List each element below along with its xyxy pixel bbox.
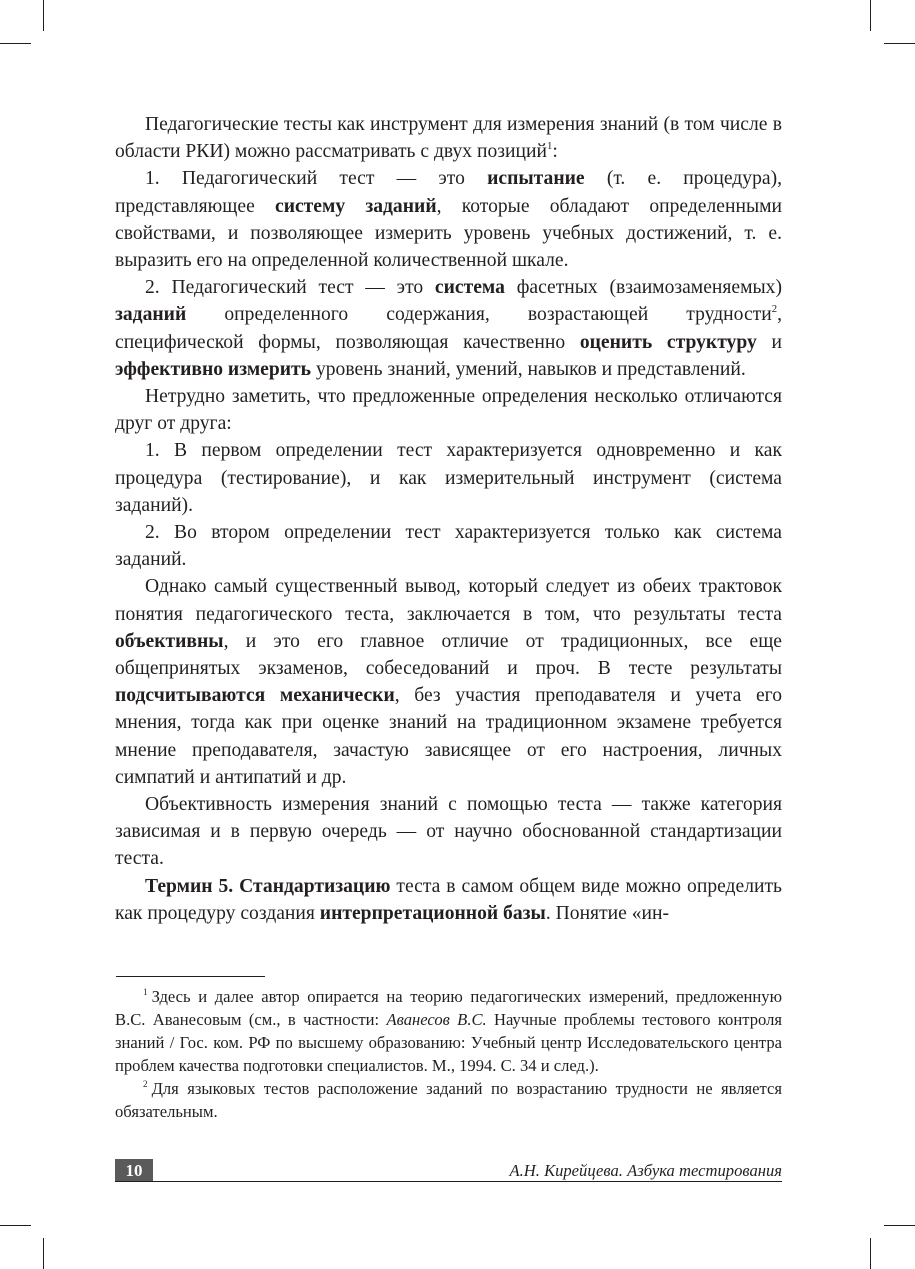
crop-mark — [43, 1238, 44, 1269]
bold-term: объективны — [115, 630, 224, 652]
crop-mark — [870, 1238, 871, 1269]
paragraph: 1. В первом определении тест характеризуется одновременно и как процедура (тестирование), и как измерительный инструмент (система заданий). — [115, 440, 782, 516]
running-title: А.Н. Кирейцева. Азбука тестирования — [509, 1161, 782, 1180]
crop-mark — [884, 1225, 915, 1226]
bold-term: Термин 5. Стандартизацию — [145, 875, 391, 897]
bold-term: интерпретационной базы — [319, 902, 546, 924]
crop-mark — [0, 1225, 31, 1226]
footnotes — [115, 985, 782, 1123]
footnote-ref: 1 — [546, 140, 553, 153]
bold-term: система — [434, 277, 505, 299]
paragraph: Объективность измерения знаний с помощью теста — также категория зависимая и в первую очередь — от научно обоснованной стандартизации теста. — [115, 794, 782, 870]
crop-mark — [43, 0, 44, 31]
crop-mark — [0, 43, 31, 44]
paragraph: Однако самый существенный вывод, который следует из обеих трактовок понятия педагогического теста, заключается в том, что результаты теста объективны, и это его главное отличие от традиционных, все еще общепринятых экзаменов, собеседований и проч. В тесте результаты подсчитываются механически, без участия преподавателя и учета его мнения, тогда как при оценке знаний на традиционном экзамене требуется мнение преподавателя, зачастую зависящее от его настроения, личных симпатий и антипатий и др. — [115, 576, 782, 788]
paragraph: 2. Во втором определении тест характеризуется только как система заданий. — [115, 522, 782, 571]
footnote-1: $^1$ Здесь и далее автор опирается на теорию педагогических измерений, предложенную В.С. Аванесовым (см., в частности: Аванесов В.С. Научные проблемы тестового контроля знаний / Гос. ком. РФ по высшему образованию: Учебный центр Исследовательского центра проблем качества подготовки специалистов. М., 1994. С. 34 и след.). — [115, 987, 782, 1075]
footnote-divider — [116, 976, 265, 977]
crop-mark — [884, 43, 915, 44]
bold-term: подсчитываются механически — [115, 685, 395, 707]
footnote-number: 2 — [143, 1079, 148, 1090]
main-text — [115, 111, 782, 927]
bold-term: испытание — [487, 168, 585, 190]
paragraph: Нетрудно заметить, что предложенные определения несколько отличаются друг от друга: — [115, 386, 782, 435]
footnote-2: $^2$ Для языковых тестов расположение заданий по возрастанию трудности не является обязательным. — [115, 1079, 782, 1121]
bold-term: заданий — [115, 304, 187, 326]
bold-term: оценить структуру — [579, 331, 757, 353]
bold-term: эффективно измерить — [115, 358, 312, 380]
page-number: 10 — [115, 1159, 153, 1182]
footnote-ref: 2 — [771, 303, 778, 316]
page-footer — [115, 1159, 782, 1182]
crop-mark — [870, 0, 871, 31]
paragraph: Термин 5. Стандартизацию теста в самом общем виде можно определить как процедуру создания интерпретационной базы. Понятие «ин- — [115, 875, 782, 924]
bold-term: систему заданий — [275, 195, 437, 217]
paragraph: 1. Педагогический тест — это испытание (т. е. процедура), представляющее систему заданий, которые обладают определенными свойствами, и позволяющее измерить уровень учебных достижений, т. е. выразить его на определенной количественной шкале. — [115, 168, 782, 272]
paragraph: Педагогические тесты как инструмент для измерения знаний (в том числе в области РКИ) можно рассматривать с двух позиций$^1$: — [115, 114, 782, 163]
footnote-number: 1 — [143, 987, 148, 998]
author-citation: Аванесов В.С. — [386, 1010, 487, 1029]
footer-rule — [115, 1181, 782, 1182]
paragraph: 2. Педагогический тест — это система фасетных (взаимозаменяемых) заданий определенного содержания, возрастающей трудности$^2$, специфической формы, позволяющая качественно оценить структуру и эффективно измерить уровень знаний, умений, навыков и представлений. — [115, 277, 782, 380]
